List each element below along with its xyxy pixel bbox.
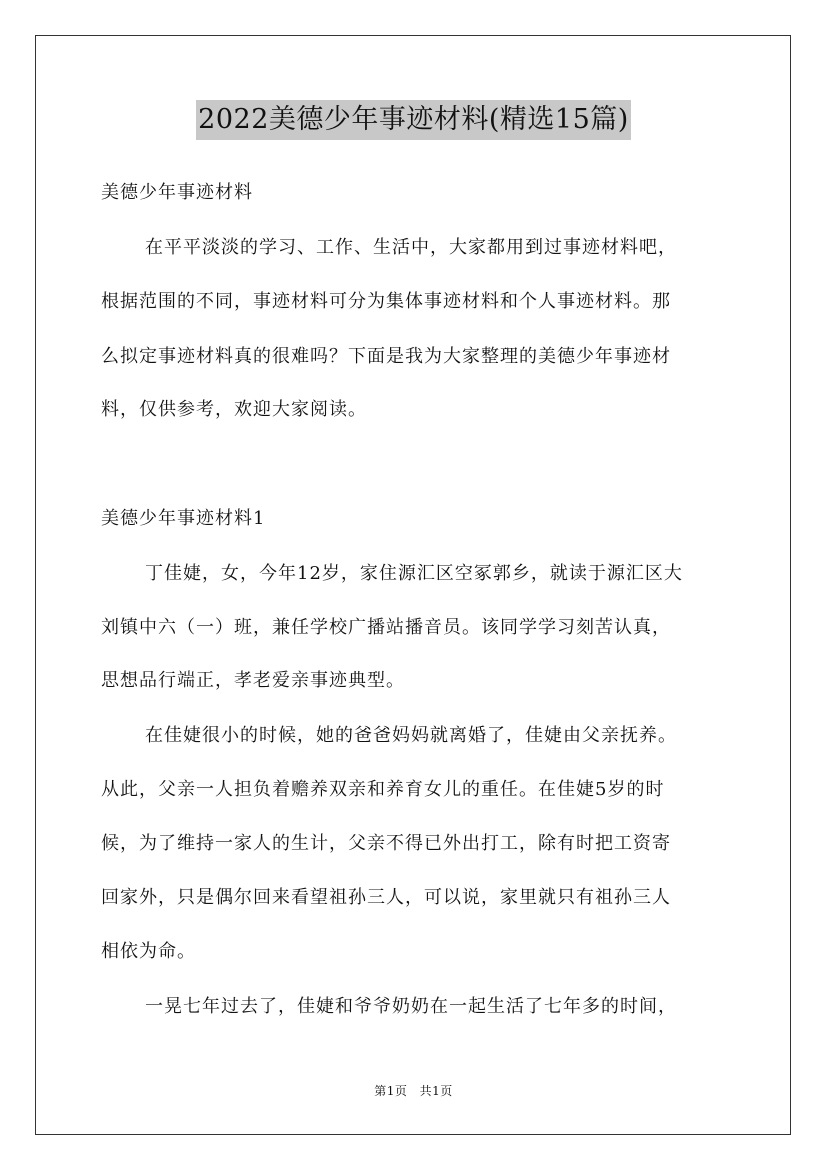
paragraph-line: 在佳婕很小的时候，她的爸爸妈妈就离婚了，佳婕由父亲抚养。 bbox=[145, 725, 677, 746]
paragraph-line: 一晃七年过去了，佳婕和爷爷奶奶在一起生活了七年多的时间， bbox=[145, 996, 677, 1017]
paragraph-line: 么拟定事迹材料真的很难吗？下面是我为大家整理的美德少年事迹材 bbox=[101, 346, 671, 367]
section-heading: 美德少年事迹材料 bbox=[101, 182, 253, 203]
paragraph-line: 思想品行端正，孝老爱亲事迹典型。 bbox=[101, 670, 405, 691]
page-footer bbox=[0, 1083, 827, 1099]
paragraph-line: 相依为命。 bbox=[101, 941, 196, 962]
page-number: 第1页 bbox=[374, 1084, 408, 1098]
paragraph-line: 回家外，只是偶尔回来看望祖孙三人，可以说，家里就只有祖孙三人 bbox=[101, 887, 671, 908]
paragraph-line: 刘镇中六（一）班，兼任学校广播站播音员。该同学学习刻苦认真， bbox=[101, 617, 671, 638]
paragraph-line: 丁佳婕，女，今年12岁，家住源汇区空冢郭乡，就读于源汇区大 bbox=[145, 563, 683, 584]
page-total: 共1页 bbox=[419, 1084, 453, 1098]
section-heading: 美德少年事迹材料1 bbox=[101, 508, 266, 529]
paragraph-line: 在平平淡淡的学习、工作、生活中，大家都用到过事迹材料吧， bbox=[145, 237, 677, 258]
paragraph-line: 根据范围的不同，事迹材料可分为集体事迹材料和个人事迹材料。那 bbox=[101, 291, 671, 312]
paragraph-line: 料，仅供参考，欢迎大家阅读。 bbox=[101, 399, 367, 420]
title-container bbox=[0, 100, 827, 140]
document-title: 2022美德少年事迹材料(精选15篇) bbox=[196, 100, 631, 140]
paragraph-line: 候，为了维持一家人的生计，父亲不得已外出打工，除有时把工资寄 bbox=[101, 833, 671, 854]
paragraph-line: 从此，父亲一人担负着赡养双亲和养育女儿的重任。在佳婕5岁的时 bbox=[101, 779, 665, 800]
